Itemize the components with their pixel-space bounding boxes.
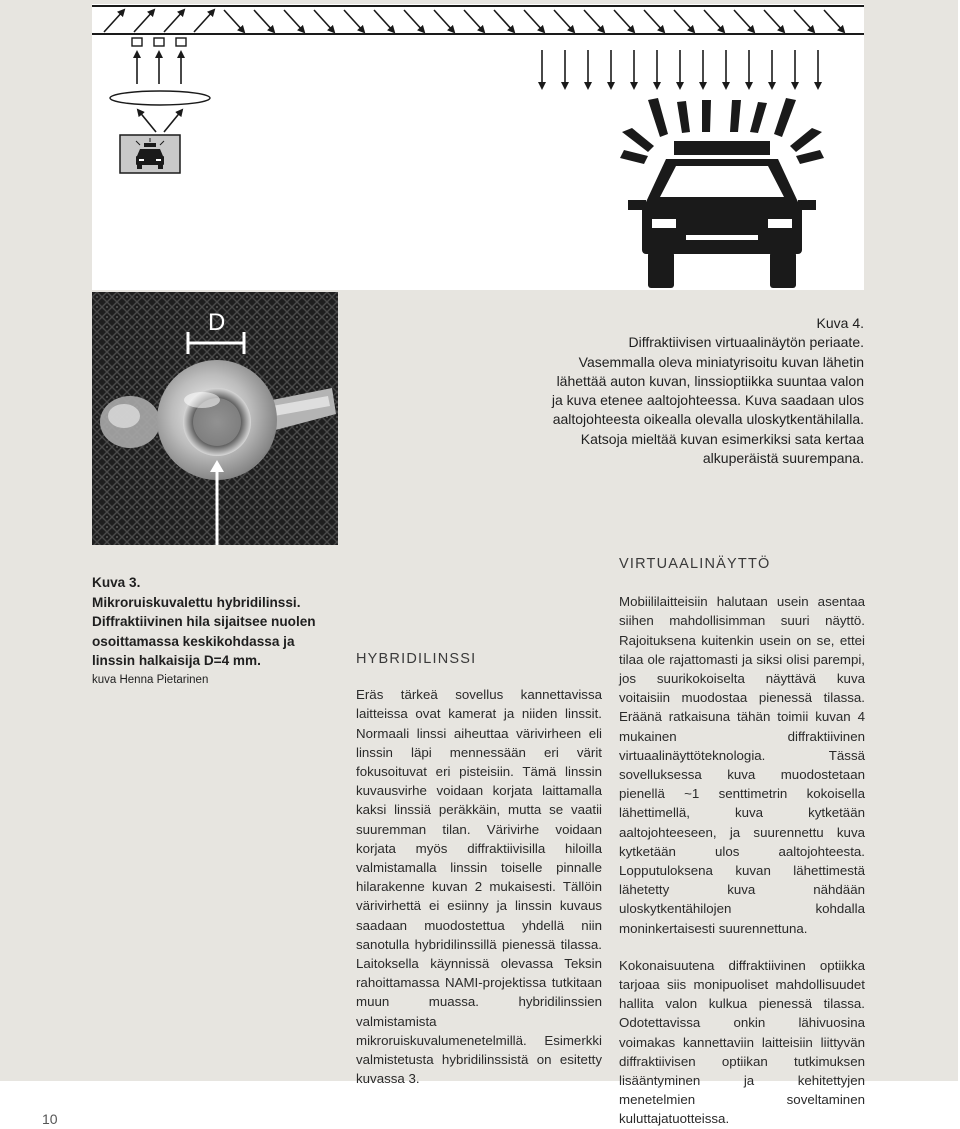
waveguide [92,6,864,34]
section-body: Eräs tärkeä sovellus kannettavissa laitteissa ovat kamerat ja niiden linssit. Normaali linssi aiheuttaa värivirheen eli linssin läpi mennessään eri värit fokusoituvat eri pisteisiin. Tämä linssin kuvausvirhe voidaan korjata laittamalla kaksi linssiä peräkkäin, mutta se vaatii suuremman tilan. Värivirhe voidaan korjata myös diffraktiivisilla hiloilla valmistamalla linssin toiselle pinnalle hilarakenne kuvan 2 mukaisesti. Tällöin värivirhettä ei esiinny ja linssin kuvaus saadaan muodostettua yhdellä niin sanotulla hybridilinssillä pienessä tilassa. Laitoksella käynnissä olevassa Teksin rahoittamassa NAMI-projektissa tutkitaan muun muassa. hybridilinssien valmistamista mikroruiskuvalumenetelmillä. Esimerkki valmistetusta hybridilinssistä on esitetty kuvassa 3. [356,687,602,1087]
section-paragraph: Mobiililaitteisiin halutaan usein asentaa siihen mahdollisimman suuri näyttö. Rajoituksena kuitenkin usein on se, ettei tilaa ole rajattomasti ja siksi olisi parempi, jos suurikokoiselta näyttävä kuva voitaisiin muodostaa pienessä tilassa. Eräänä ratkaisuna tähän toimii kuvan 4 mukainen diffraktiivinen virtuaalinäyttöteknologia. Tässä sovelluksessa kuva muodostetaan pienellä ~1 senttimetrin kokoisella lähettimellä, kuva kytketään aaltojohteeseen, ja suurennettu kuva kytketään ulos aaltojohteesta. Lopputuloksena kuvan lähettimestä lähetetty kuva nähdään uloskytkentähilojen kohdalla moninkertaisesti suurennettuna. [619,594,865,936]
section-heading: HYBRIDILINSSI [356,651,477,667]
section-heading: VIRTUAALINÄYTTÖ [619,556,771,572]
caption-line: alkuperäistä suurempana. [702,450,864,467]
outcoupled-light-rays [542,50,818,88]
page-number: 10 [42,1111,58,1127]
incoming-light-rays [137,52,181,84]
caption-line: ja kuva etenee aaltojohteessa. Kuva saadaan ulos [551,392,864,409]
caption-line: Vasemmalla oleva miniatyrisoitu kuvan lähetin [578,353,864,370]
incoupling-grating [132,38,186,46]
figure-virtual-display-diagram [92,4,864,290]
section-hybridilinssi [356,650,602,1088]
caption-line: Diffraktiivisen virtuaalinäytön periaate. [628,334,864,351]
photo-credit: kuva Henna Pietarinen [92,673,209,686]
waveguide-light-rays [104,10,844,32]
miniature-image-emitter [120,135,180,173]
hybrid-lens-photo [92,292,338,545]
section-virtuaalinaytto [619,555,865,1129]
caption-line: Kuva 3. [92,575,141,590]
figure-3-caption [92,573,342,690]
caption-line: aaltojohteesta oikealla olevalla uloskytkentähilalla. [552,411,864,428]
caption-line: linssin halkaisija D=4 mm. [92,653,261,668]
virtual-display-illustration [92,4,864,290]
virtual-image-car [620,98,824,288]
caption-line: Kuva 4. [816,315,864,331]
lens-photo-graphic [92,292,338,545]
lens [110,91,210,105]
caption-line: osoittamassa keskikohdassa ja [92,633,295,649]
figure-4-caption [464,314,864,468]
caption-line: Diffraktiivinen hila sijaitsee nuolen [92,614,316,629]
caption-line: Mikroruiskuvalettu hybridilinssi. [92,594,301,610]
caption-line: Katsoja mieltää kuvan esimerkiksi sata kertaa [580,430,864,447]
emitter-rays [138,110,182,132]
caption-line: lähettää auton kuvan, linssioptiikka suuntaa valon [556,372,864,389]
section-paragraph: Kokonaisuutena diffraktiivinen optiikka tarjoaa siis monipuoliset mahdollisuudet hallita valon kulkua pienessä tilassa. Odotettavissa onkin lähivuosina voimakas kannettaviin laitteisiin liittyvän diffraktiivisen optiikan tutkimuksen lisääntyminen ja kehitettyjen menetelmien soveltaminen kuluttajatuotteissa. [619,957,865,1127]
dimension-label: D [208,309,226,336]
